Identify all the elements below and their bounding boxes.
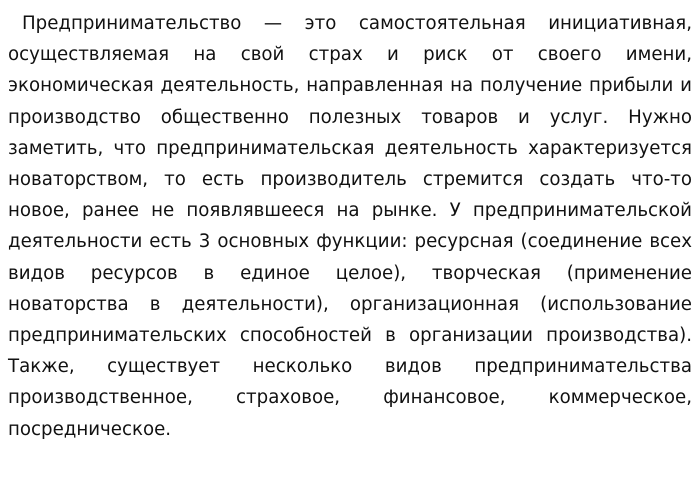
body-paragraph: Предпринимательство — это самостоятельная инициативная, осуществляемая на свой страх и риск от своего имени, экономическая деятельность, направленная на получение прибыли и производство общественно полезных товаров и услуг. Нужно заметить, что предпринимательская деятельность характеризуется новаторством, то есть производитель стремится создать что-то новое, ранее не появлявшееся на рынке. У предпринимательской деятельности есть 3 основных функции: ресурсная (соединение всех видов ресурсов в единое целое), творческая (применение новаторства в деятельности), организационная (использование предпринимательских способностей в организации производства). Также, существует несколько видов предпринимательства производственное, страховое, финансовое, коммерческое, посредническое. — [8, 13, 692, 440]
document-page — [8, 8, 692, 445]
